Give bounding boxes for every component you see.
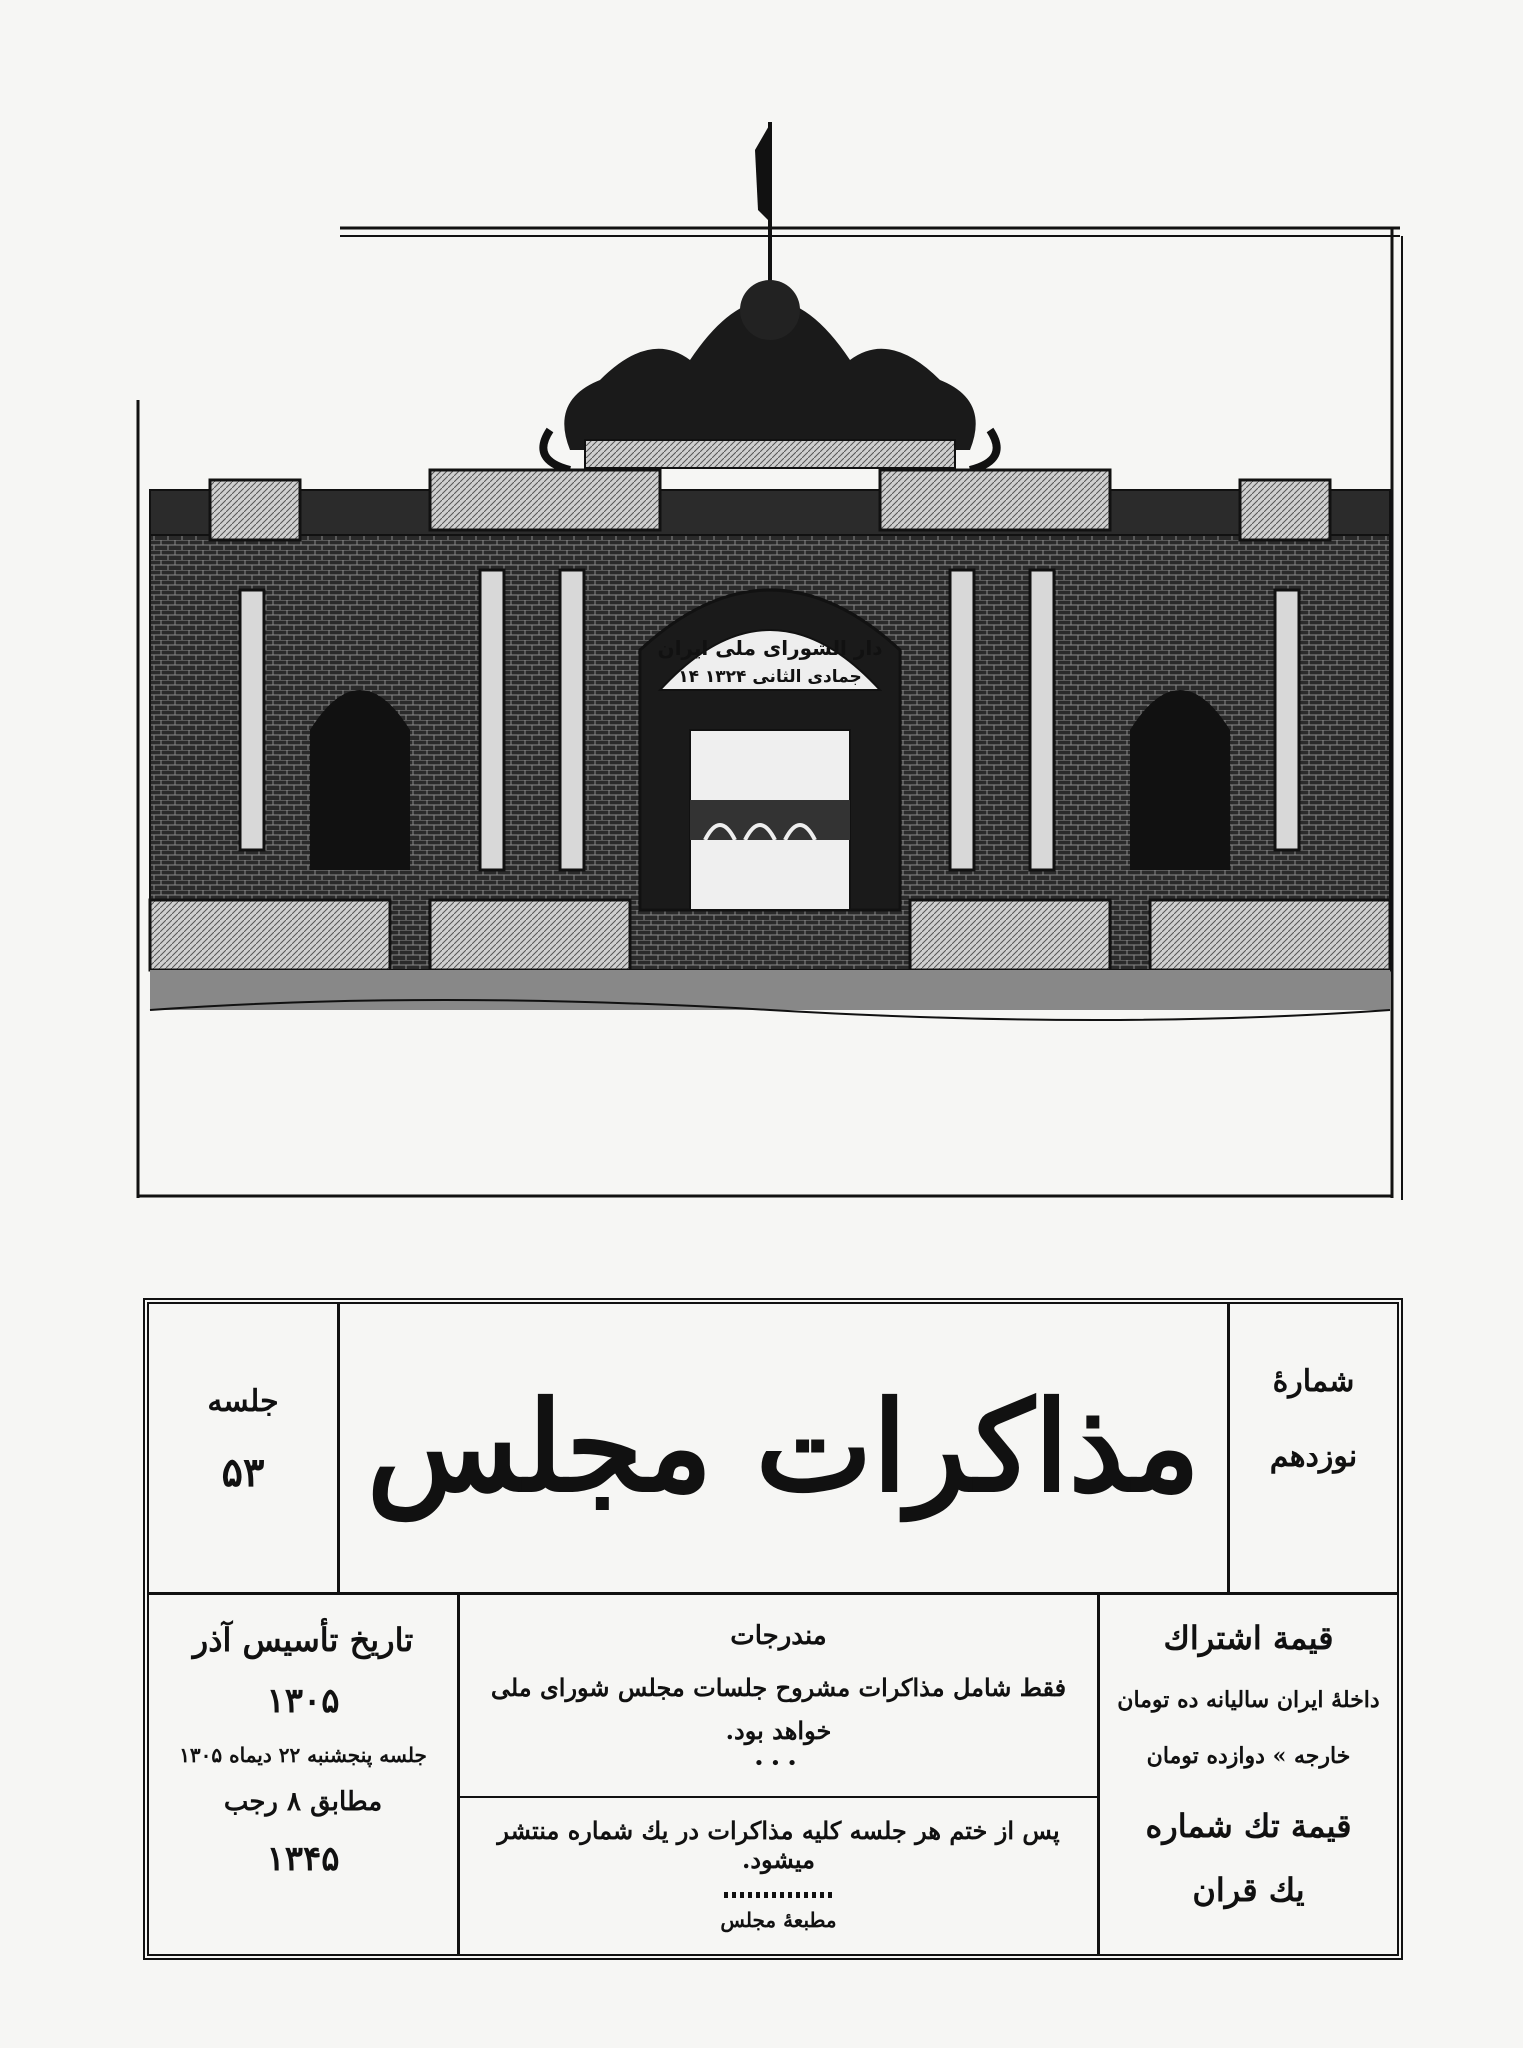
wavy-ornament (724, 1892, 834, 1898)
contents-line-2: خواهد بود. (725, 1716, 832, 1745)
subscription-domestic: داخلهٔ ایران سالیانه ده تومان (1117, 1687, 1380, 1713)
title-cell (337, 1304, 1227, 1592)
issue-label: شمارهٔ (1272, 1364, 1355, 1399)
issue-number: نوزدهم (1269, 1439, 1358, 1474)
publication-title: مذاکرات مجلس (366, 1375, 1201, 1520)
press-name: مطبعهٔ مجلس (720, 1908, 837, 1932)
masthead-box (143, 1298, 1403, 1960)
single-issue-price: یك قران (1192, 1871, 1305, 1909)
masthead-info-row (149, 1595, 1397, 1954)
contents-heading: مندرجات (730, 1621, 827, 1651)
dates-cell (149, 1595, 457, 1954)
session-label: جلسه (207, 1384, 279, 1419)
corresponding-date: مطابق ۸ رجب (223, 1787, 383, 1817)
contents-divider (460, 1796, 1097, 1798)
crown-ornament (543, 280, 996, 470)
masthead-title-row (149, 1304, 1397, 1595)
hijri-year: ۱۳۴۵ (266, 1839, 340, 1879)
subscription-cell (1097, 1595, 1397, 1954)
founding-label: تاریخ تأسیس آذر (192, 1621, 414, 1659)
issue-cell (1227, 1304, 1397, 1592)
subscription-foreign: خارجه » دوازده تومان (1146, 1743, 1351, 1769)
session-date: جلسه پنجشنبه ۲۲ دیماه ۱۳۰۵ (179, 1743, 427, 1767)
gate-inscription-top: دار الشورای ملی ایران (657, 636, 883, 660)
gate-inscription-bottom: ۱۴ جمادی الثانی ۱۳۲۴ (678, 667, 862, 687)
subscription-heading: قیمة اشتراك (1163, 1619, 1334, 1657)
contents-line-1: فقط شامل مذاکرات مشروح جلسات مجلس شورای ملی (490, 1673, 1067, 1702)
contents-line-3: پس از ختم هر جلسه کلیه مذاکرات در یك شماره منتشر میشود. (497, 1816, 1060, 1874)
founding-year: ۱۳۰۵ (266, 1681, 340, 1721)
contents-cell (457, 1595, 1097, 1954)
session-number: ۵۳ (221, 1449, 265, 1496)
contents-separator: ••• (753, 1753, 804, 1774)
session-cell (149, 1304, 337, 1592)
majlis-gate-engraving (130, 110, 1410, 1210)
single-issue-heading: قیمة تك شماره (1145, 1807, 1352, 1845)
